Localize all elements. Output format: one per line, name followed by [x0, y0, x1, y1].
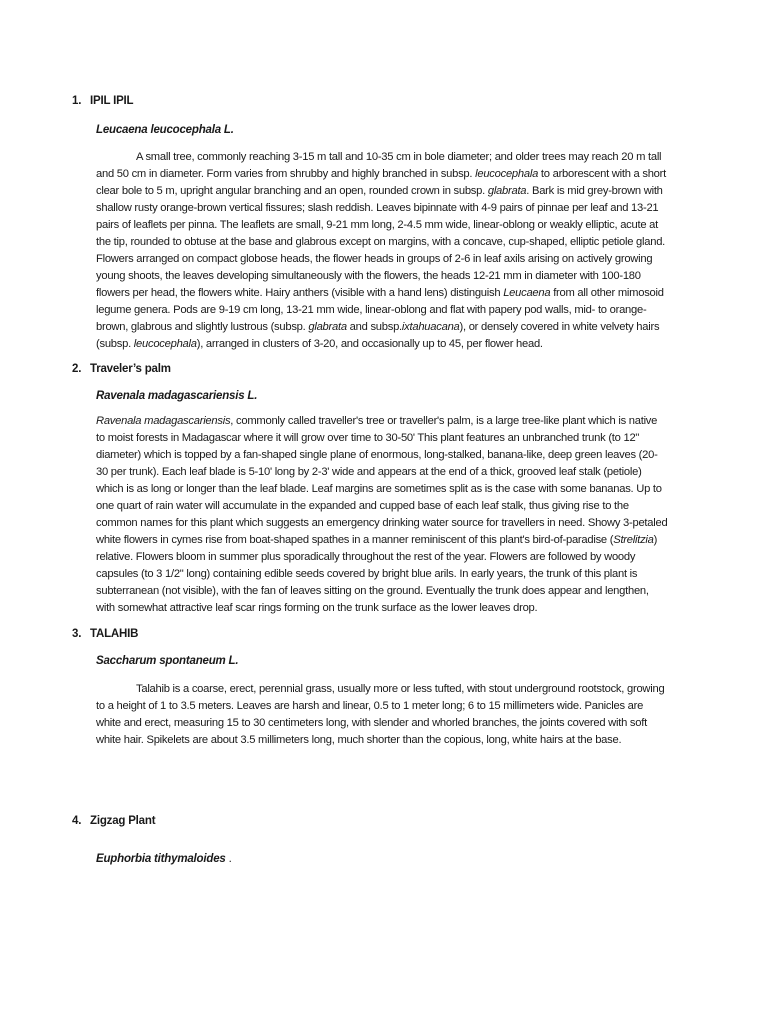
paragraph-line: Talahib is a coarse, erect, perennial grass, usually more or less tufted, with stout underground rootstock, growing — [136, 683, 665, 695]
section-heading — [72, 815, 155, 827]
section-number: 1. — [72, 95, 82, 107]
section-number: 3. — [72, 628, 82, 640]
section-title: IPIL IPIL — [90, 95, 134, 107]
paragraph-line: diameter) which is topped by a fan-shaped single plane of enormous, long-stalked, banana-like, deep green leaves (20- — [96, 449, 658, 461]
scientific-name: Ravenala madagascariensis L. — [96, 390, 258, 402]
paragraph-line: 30 per trunk). Each leaf blade is 5-10' long by 2-3' wide and appears at the end of a thick, grooved leaf stalk (petiole) — [96, 466, 642, 478]
paragraph-line: pairs of leaflets per pinna. The leaflets are small, 9-21 mm long, 2-4.5 mm wide, linear-oblong or weakly elliptic, acute at — [96, 219, 659, 231]
paragraph-line: and 50 cm in diameter. Form varies from shrubby and highly branched in subsp. leucocephala to arborescent with a short — [96, 168, 666, 180]
paragraph-line: brown, glabrous and slightly lustrous (subsp. glabrata and subsp.ixtahuacana), or densely covered in white velvety hairs — [96, 321, 660, 333]
paragraph-line: A small tree, commonly reaching 3-15 m tall and 10-35 cm in bole diameter; and older trees may reach 20 m tall — [136, 151, 662, 163]
section-number: 4. — [72, 815, 82, 827]
paragraph-line: capsules (to 3 1/2" long) containing edible seeds covered by bright blue arils. In early years, the trunk of this plant is — [96, 568, 638, 580]
paragraph-line: (subsp. leucocephala), arranged in clusters of 3-20, and occasionally up to 45, per flower head. — [96, 338, 543, 350]
paragraph-line: shallow rusty orange-brown vertical fissures; slash reddish. Leaves bipinnate with 4-9 pairs of pinnae per leaf and 13-21 — [96, 202, 659, 214]
section-title: TALAHIB — [90, 628, 139, 640]
paragraph-line: white flowers in cymes rise from boat-shaped spathes in a manner reminiscent of this plant's bird-of-paradise (Strelitzia) — [96, 534, 658, 546]
section-title: Zigzag Plant — [90, 815, 156, 827]
paragraph-line: to a height of 1 to 3.5 meters. Leaves are harsh and linear, 0.5 to 1 meter long; 6 to 15 millimeters wide. Panicles are — [96, 700, 644, 712]
section-heading — [72, 363, 171, 375]
paragraph-line: with somewhat attractive leaf scar rings forming on the trunk surface as the lower leaves drop. — [96, 602, 538, 614]
paragraph-line: one quart of rain water will accumulate in the expanded and cupped base of each leaf stalk, thus giving rise to the — [96, 500, 629, 512]
paragraph-line: the tip, rounded to obtuse at the base and glabrous except on margins, with a concave, cup-shaped, elliptic petiole gland. — [96, 236, 666, 248]
scientific-name — [96, 853, 232, 865]
paragraph-line: legume genera. Pods are 9-19 cm long, 13-21 mm wide, linear-oblong and flat with papery pod walls, mid- to orange- — [96, 304, 647, 316]
paragraph-line: white hair. Spikelets are about 3.5 millimeters long, much shorter than the copious, long, white hairs at the base. — [96, 734, 622, 746]
paragraph-line: flowers per head, the flowers white. Hairy anthers (visible with a hand lens) distinguish Leucaena from all other mimosoid — [96, 287, 664, 299]
paragraph-line: which is as long or longer than the leaf blade. Leaf margins are sometimes split as is the case with some bananas. Up to — [96, 483, 662, 495]
section-number: 2. — [72, 363, 82, 375]
section-heading — [72, 95, 133, 107]
paragraph-line: to moist forests in Madagascar where it will grow over time to 30-50' This plant features an unbranched trunk (to 12" — [96, 432, 640, 444]
scientific-name: Leucaena leucocephala L. — [96, 124, 234, 136]
paragraph-line: subterranean (not visible), with the fan of leaves sitting on the ground. Eventually the trunk does appear and lengthen, — [96, 585, 649, 597]
section-paragraph — [96, 413, 676, 617]
paragraph-line: white and erect, measuring 15 to 30 centimeters long, with slender and whorled branches, the joints covered with soft — [96, 717, 647, 729]
section-title: Traveler’s palm — [90, 363, 171, 375]
scientific-name-text: Euphorbia tithymaloides — [96, 853, 226, 865]
paragraph-line: Flowers arranged on compact globose heads, the flower heads in groups of 2-6 in leaf axils arising on actively growing — [96, 253, 653, 265]
paragraph-line: common names for this plant which suggests an emergency drinking water source for travellers in need. Showy 3-petaled — [96, 517, 668, 529]
paragraph-line: clear bole to 5 m, upright angular branching and an open, rounded crown in subsp. glabrata. Bark is mid grey-brown with — [96, 185, 663, 197]
section-paragraph — [96, 149, 676, 353]
scientific-name-suffix: . — [225, 853, 232, 865]
section-heading — [72, 628, 138, 640]
scientific-name: Saccharum spontaneum L. — [96, 655, 239, 667]
paragraph-line: young shoots, the leaves developing simultaneously with the flowers, the heads 12-21 mm in diameter with 100-180 — [96, 270, 641, 282]
section-paragraph — [96, 681, 676, 749]
paragraph-line: Ravenala madagascariensis, commonly called traveller's tree or traveller's palm, is a large tree-like plant which is native — [96, 415, 658, 427]
paragraph-line: relative. Flowers bloom in summer plus sporadically throughout the rest of the year. Flowers are followed by woody — [96, 551, 636, 563]
